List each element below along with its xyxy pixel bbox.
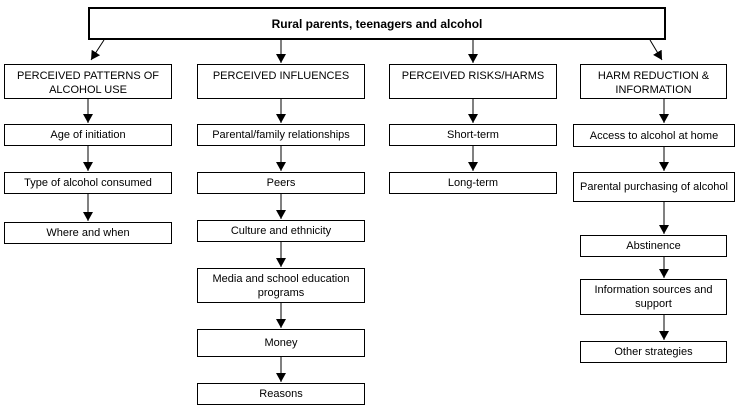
root-branch-arrows xyxy=(91,40,662,63)
node-short-term: Short-term xyxy=(389,124,557,146)
node-money: Money xyxy=(197,329,365,357)
node-patterns-header: PERCEIVED PATTERNS OF ALCOHOL USE xyxy=(4,64,172,99)
node-parental-purchasing-of-alcohol: Parental purchasing of alcohol xyxy=(573,172,735,202)
node-harm-reduction-header: HARM REDUCTION & INFORMATION xyxy=(580,64,727,99)
node-information-sources-and-support: Information sources and support xyxy=(580,279,727,315)
node-abstinence: Abstinence xyxy=(580,235,727,257)
node-age-of-initiation: Age of initiation xyxy=(4,124,172,146)
node-access-to-alcohol-at-home: Access to alcohol at home xyxy=(573,124,735,147)
node-peers: Peers xyxy=(197,172,365,194)
node-risks-harms-header: PERCEIVED RISKS/HARMS xyxy=(389,64,557,99)
node-type-of-alcohol-consumed: Type of alcohol consumed xyxy=(4,172,172,194)
node-other-strategies: Other strategies xyxy=(580,341,727,363)
node-influences-header: PERCEIVED INFLUENCES xyxy=(197,64,365,99)
node-long-term: Long-term xyxy=(389,172,557,194)
node-root-title: Rural parents, teenagers and alcohol xyxy=(88,7,666,40)
node-media-school-education-programs: Media and school education programs xyxy=(197,268,365,303)
node-reasons: Reasons xyxy=(197,383,365,405)
node-parental-family-relationships: Parental/family relationships xyxy=(197,124,365,146)
node-culture-and-ethnicity: Culture and ethnicity xyxy=(197,220,365,242)
node-where-and-when: Where and when xyxy=(4,222,172,244)
